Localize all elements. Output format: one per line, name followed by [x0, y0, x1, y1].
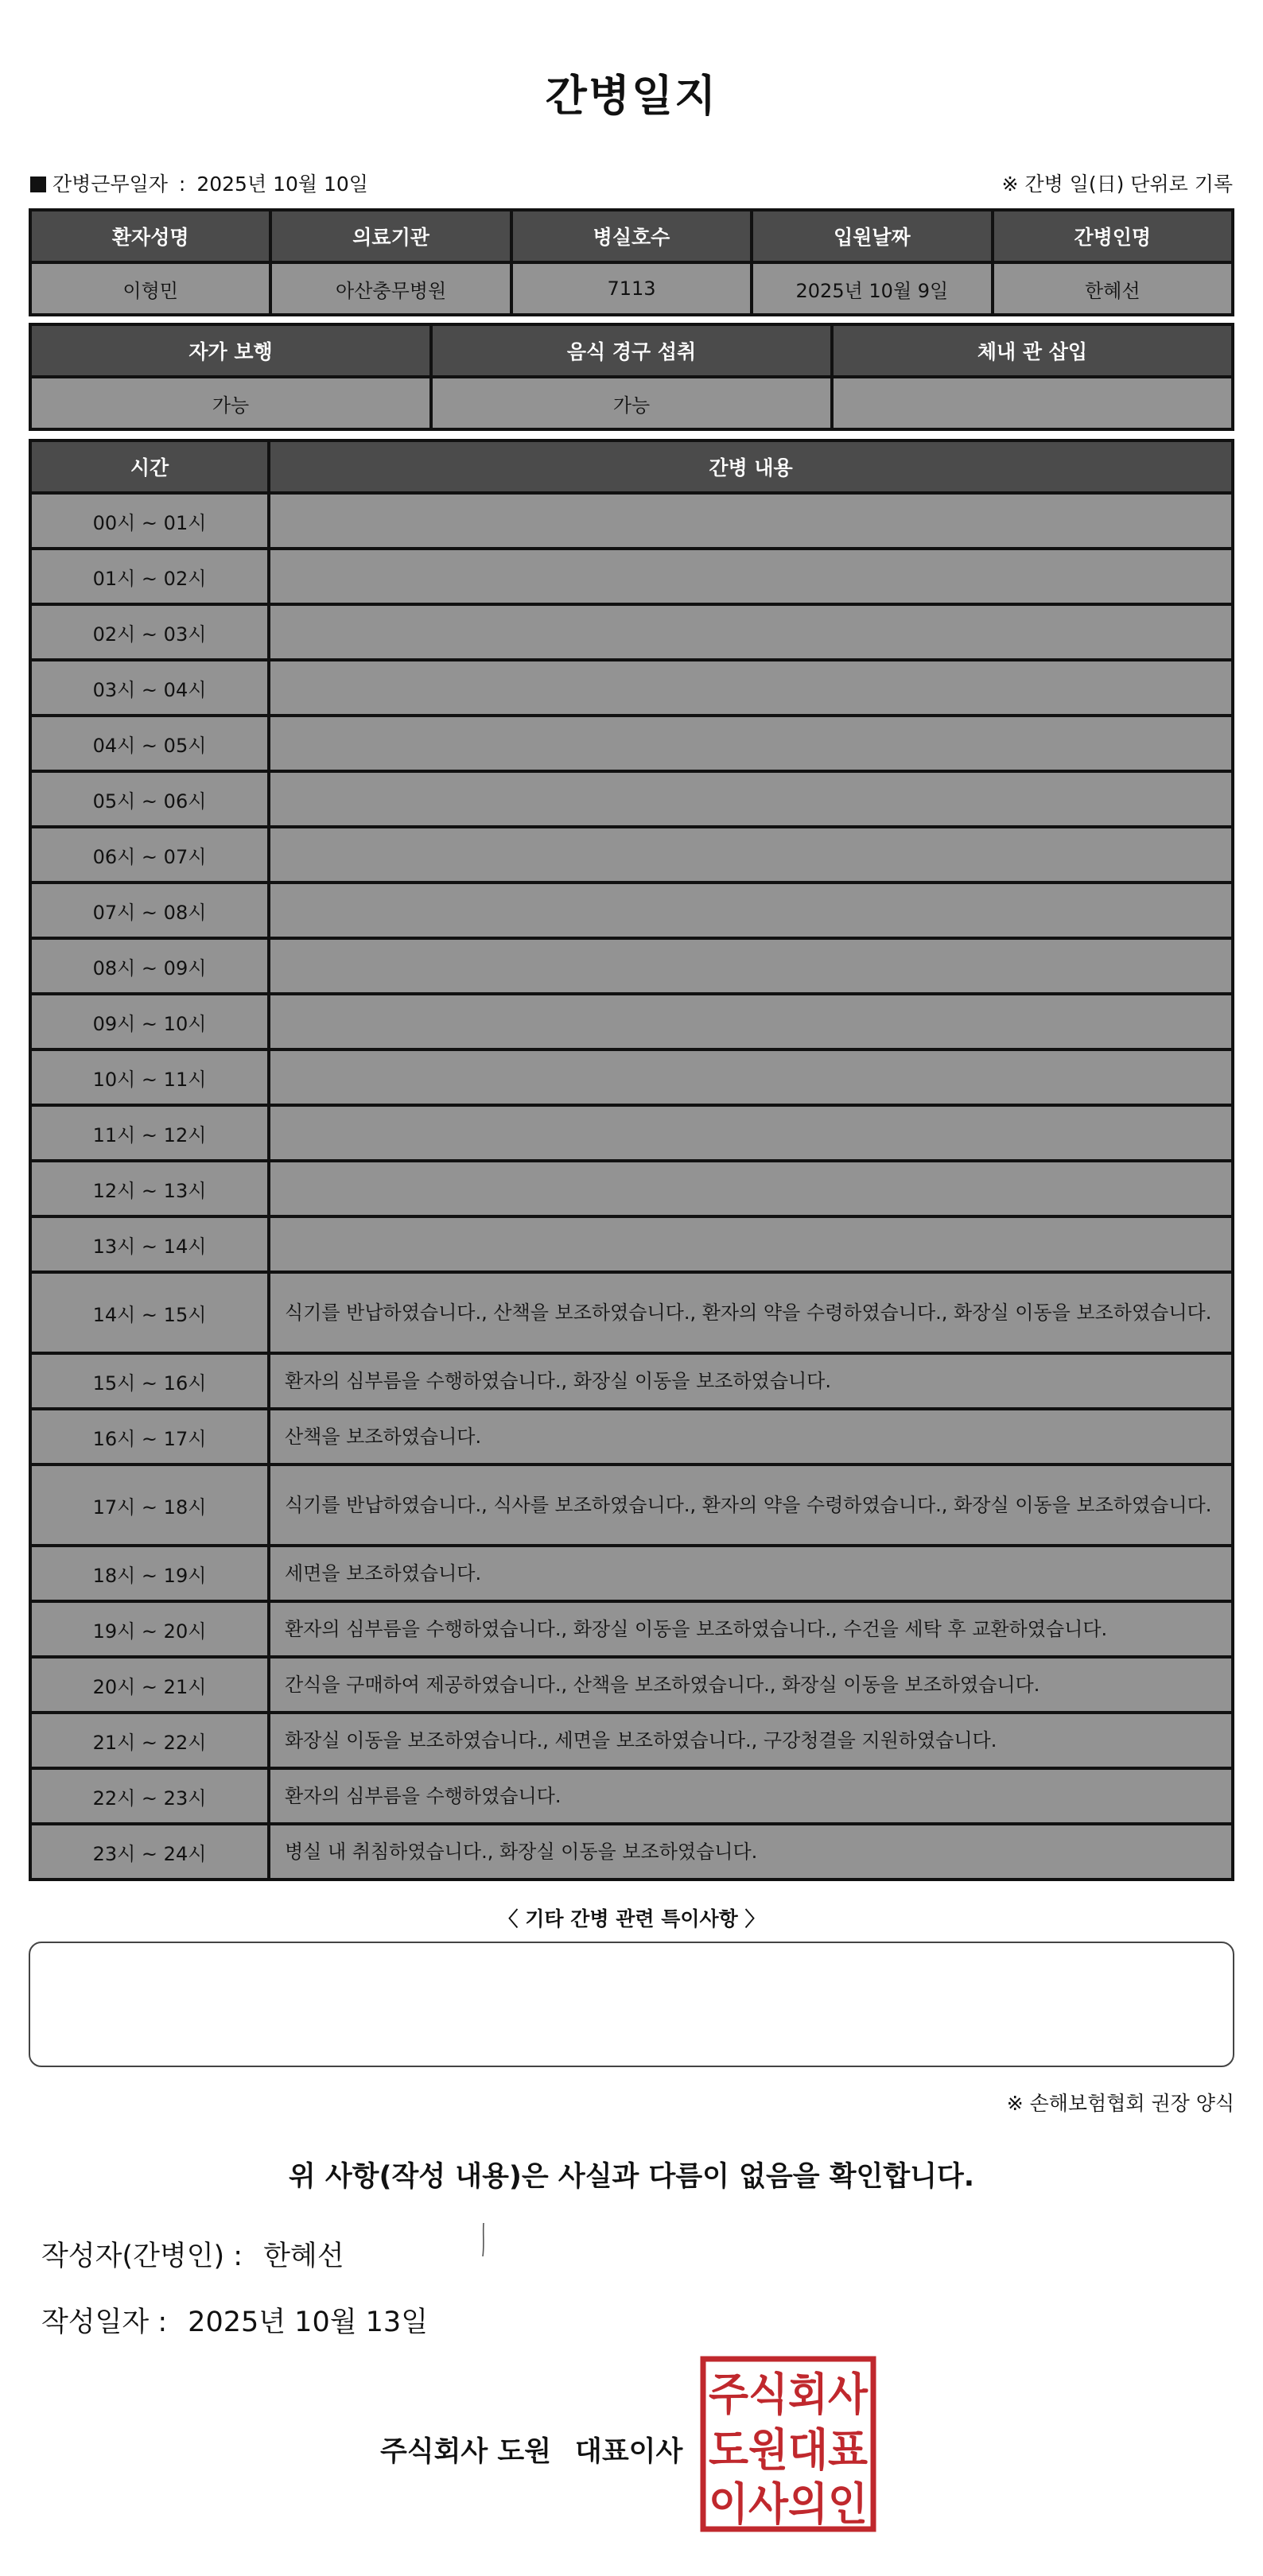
time-slot: 14시 ~ 15시 — [32, 1274, 267, 1352]
representative-title: 대표이사 — [575, 2436, 683, 2468]
table-row — [32, 1714, 1231, 1767]
time-slot: 12시 ~ 13시 — [32, 1162, 267, 1215]
time-slot: 19시 ~ 20시 — [32, 1603, 267, 1655]
room-number: 7113 — [513, 264, 750, 313]
table-row — [32, 884, 1231, 937]
oral-intake-value: 가능 — [433, 378, 830, 428]
etc-section-title: 〈 기타 간병 관련 특이사항 〉 — [498, 1907, 765, 1930]
table-row — [32, 1410, 1231, 1463]
time-slot: 05시 ~ 06시 — [32, 773, 267, 825]
care-content: 화장실 이동을 보조하였습니다., 세면을 보조하였습니다., 구강청결을 지원하였습니다. — [270, 1714, 1231, 1767]
table-row — [32, 606, 1231, 658]
duty-date — [30, 169, 368, 197]
care-content — [270, 884, 1231, 937]
time-slot: 17시 ~ 18시 — [32, 1466, 267, 1544]
care-content: 병실 내 취침하였습니다., 화장실 이동을 보조하였습니다. — [270, 1825, 1231, 1878]
header-care-content: 간병 내용 — [270, 442, 1231, 491]
time-slot: 01시 ~ 02시 — [32, 550, 267, 603]
time-slot: 21시 ~ 22시 — [32, 1714, 267, 1767]
table-row — [32, 1274, 1231, 1352]
table-row — [32, 661, 1231, 714]
etc-notes-box — [29, 1942, 1234, 2067]
hospital-name: 아산충무병원 — [272, 264, 509, 313]
company-seal-stamp — [700, 2356, 876, 2532]
table-row — [32, 1770, 1231, 1822]
care-content: 간식을 구매하여 제공하였습니다., 산책을 보조하였습니다., 화장실 이동을 보조하였습니다. — [270, 1658, 1231, 1711]
care-content — [270, 773, 1231, 825]
time-slot: 13시 ~ 14시 — [32, 1218, 267, 1271]
care-content — [270, 1107, 1231, 1159]
patient-name: 이형민 — [32, 264, 269, 313]
table-row — [32, 717, 1231, 770]
admission-date: 2025년 10월 9일 — [753, 264, 990, 313]
writer-line — [41, 2234, 344, 2274]
time-slot: 23시 ~ 24시 — [32, 1825, 267, 1878]
company-line — [380, 2430, 682, 2469]
care-content — [270, 717, 1231, 770]
header-admission-date: 입원날짜 — [753, 211, 990, 261]
table-row — [32, 1218, 1231, 1271]
time-slot: 03시 ~ 04시 — [32, 661, 267, 714]
table-row — [32, 1466, 1231, 1544]
patient-info-table — [29, 208, 1234, 316]
time-slot: 16시 ~ 17시 — [32, 1410, 267, 1463]
header-tube-insertion: 체내 관 삽입 — [834, 326, 1231, 375]
header-time: 시간 — [32, 442, 267, 491]
written-date-line — [41, 2300, 428, 2340]
care-content: 산책을 보조하였습니다. — [270, 1410, 1231, 1463]
care-content: 환자의 심부름을 수행하였습니다., 화장실 이동을 보조하였습니다. — [270, 1355, 1231, 1407]
header-caregiver-name: 간병인명 — [994, 211, 1231, 261]
duty-date-value: 2025년 10월 10일 — [196, 173, 368, 196]
table-row — [32, 1658, 1231, 1711]
svg-text:주식회사: 주식회사 — [709, 2369, 869, 2421]
form-source-note: ※ 손해보험협회 권장 양식 — [1006, 2092, 1234, 2115]
duty-date-separator: : — [178, 173, 186, 196]
table-row — [32, 773, 1231, 825]
table-row — [32, 1162, 1231, 1215]
confirmation-statement: 위 사항(작성 내용)은 사실과 다름이 없음을 확인합니다. — [288, 2161, 975, 2193]
unit-note: ※ 간병 일(日) 단위로 기록 — [1001, 173, 1233, 196]
header-self-walking: 자가 보행 — [32, 326, 429, 375]
time-slot: 10시 ~ 11시 — [32, 1051, 267, 1104]
care-content — [270, 1218, 1231, 1271]
caregiver-name: 한혜선 — [994, 264, 1231, 313]
writer-name: 한혜선 — [263, 2240, 344, 2272]
square-bullet-icon — [30, 177, 46, 192]
care-content — [270, 1162, 1231, 1215]
table-row — [32, 550, 1231, 603]
written-date-label: 작성일자 : — [41, 2306, 168, 2338]
time-slot: 07시 ~ 08시 — [32, 884, 267, 937]
care-content: 식기를 반납하였습니다., 산책을 보조하였습니다., 환자의 약을 수령하였습니다., 화장실 이동을 보조하였습니다. — [270, 1274, 1231, 1352]
time-slot: 20시 ~ 21시 — [32, 1658, 267, 1711]
hourly-care-table — [29, 439, 1234, 1881]
table-row — [32, 1051, 1231, 1104]
care-content: 식기를 반납하였습니다., 식사를 보조하였습니다., 환자의 약을 수령하였습니다., 화장실 이동을 보조하였습니다. — [270, 1466, 1231, 1544]
table-row — [32, 1547, 1231, 1600]
time-slot: 15시 ~ 16시 — [32, 1355, 267, 1407]
care-content — [270, 550, 1231, 603]
header-room-number: 병실호수 — [513, 211, 750, 261]
table-row — [32, 828, 1231, 881]
company-name: 주식회사 도원 — [380, 2436, 552, 2468]
duty-date-line — [30, 169, 1233, 200]
svg-text:이사의인: 이사의인 — [709, 2479, 868, 2531]
care-content — [270, 661, 1231, 714]
header-hospital: 의료기관 — [272, 211, 509, 261]
care-content — [270, 606, 1231, 658]
time-slot: 06시 ~ 07시 — [32, 828, 267, 881]
table-row — [32, 940, 1231, 992]
table-row — [32, 1107, 1231, 1159]
care-content: 세면을 보조하였습니다. — [270, 1547, 1231, 1600]
time-slot: 09시 ~ 10시 — [32, 995, 267, 1048]
header-patient-name: 환자성명 — [32, 211, 269, 261]
table-row — [32, 1603, 1231, 1655]
table-row — [32, 995, 1231, 1048]
writer-label: 작성자(간병인) : — [41, 2240, 243, 2272]
table-row — [32, 1355, 1231, 1407]
page-title: 간병일지 — [545, 71, 718, 121]
table-row — [32, 1825, 1231, 1878]
care-content — [270, 828, 1231, 881]
care-content — [270, 995, 1231, 1048]
hourly-care-rows — [32, 495, 1231, 1878]
time-slot: 18시 ~ 19시 — [32, 1547, 267, 1600]
care-content: 환자의 심부름을 수행하였습니다. — [270, 1770, 1231, 1822]
header-oral-intake: 음식 경구 섭취 — [433, 326, 830, 375]
care-content — [270, 495, 1231, 547]
care-content — [270, 1051, 1231, 1104]
written-date-value: 2025년 10월 13일 — [188, 2306, 428, 2338]
self-walking-value: 가능 — [32, 378, 429, 428]
care-content — [270, 940, 1231, 992]
time-slot: 02시 ~ 03시 — [32, 606, 267, 658]
tube-insertion-value — [834, 378, 1231, 428]
time-slot: 11시 ~ 12시 — [32, 1107, 267, 1159]
signature-mark — [482, 2223, 485, 2256]
care-content: 환자의 심부름을 수행하였습니다., 화장실 이동을 보조하였습니다., 수건을 세탁 후 교환하였습니다. — [270, 1603, 1231, 1655]
time-slot: 04시 ~ 05시 — [32, 717, 267, 770]
time-slot: 00시 ~ 01시 — [32, 495, 267, 547]
time-slot: 22시 ~ 23시 — [32, 1770, 267, 1822]
svg-text:도원대표: 도원대표 — [709, 2425, 868, 2477]
duty-date-label: 간병근무일자 — [52, 173, 168, 196]
patient-ability-table — [29, 323, 1234, 431]
time-slot: 08시 ~ 09시 — [32, 940, 267, 992]
table-row — [32, 495, 1231, 547]
